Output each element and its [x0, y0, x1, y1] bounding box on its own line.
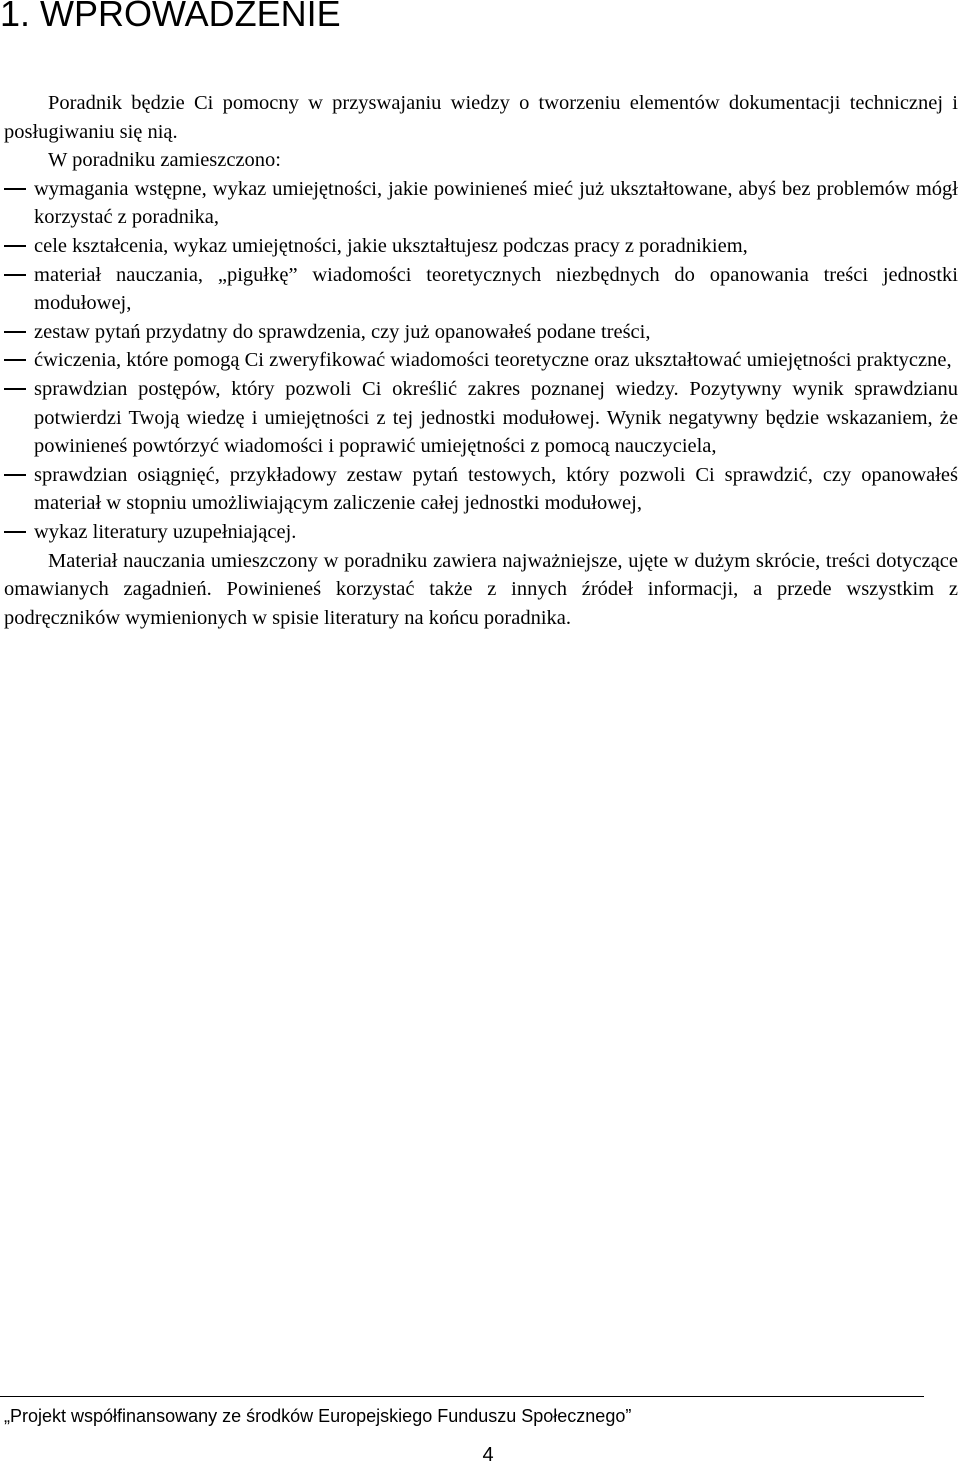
list-intro: W poradniku zamieszczono:	[48, 149, 282, 172]
footer-text: „Projekt współfinansowany ze środków Europejskiego Funduszu Społecznego”	[4, 1406, 632, 1426]
list-item	[4, 461, 958, 518]
list-item-text: wykaz literatury uzupełniającej.	[34, 520, 297, 543]
list-item-text: zestaw pytań przydatny do sprawdzenia, czy już opanowałeś podane treści,	[34, 320, 651, 343]
dash-bullet-icon	[4, 359, 26, 361]
dash-bullet-icon	[4, 245, 26, 247]
dash-bullet-icon	[4, 474, 26, 476]
list-item-text: wymagania wstępne, wykaz umiejętności, jakie powinieneś mieć już ukształtowane, abyś bez problemów mógł korzystać z poradnika,	[34, 177, 958, 229]
document-body	[4, 89, 958, 632]
closing-paragraph: Materiał nauczania umieszczony w poradniku zawiera najważniejsze, ujęte w dużym skrócie, treści dotyczące omawianych zagadnień. Powinieneś korzystać także z innych źródeł informacji, a przede wszystkim z podręczników wymienionych w spisie literatury na końcu poradnika.	[4, 549, 958, 629]
page-number: 4	[482, 1444, 494, 1466]
dash-bullet-icon	[4, 331, 26, 333]
list-item	[4, 518, 958, 547]
section-heading: 1. WPROWADZENIE	[0, 0, 341, 34]
list-item	[4, 175, 958, 232]
list-item	[4, 346, 958, 375]
list-item-text: sprawdzian osiągnięć, przykładowy zestaw pytań testowych, który pozwoli Ci sprawdzić, czy opanowałeś materiał w stopniu umożliwiającym zaliczenie całej jednostki modułowej,	[34, 463, 958, 515]
list-item-text: ćwiczenia, które pomogą Ci zweryfikować wiadomości teoretyczne oraz ukształtować umiejętności praktyczne,	[34, 349, 952, 372]
dash-bullet-icon	[4, 531, 26, 533]
dash-bullet-icon	[4, 274, 26, 276]
intro-paragraph: Poradnik będzie Ci pomocny w przyswajaniu wiedzy o tworzeniu elementów dokumentacji technicznej i posługiwaniu się nią.	[4, 92, 958, 143]
list-item	[4, 375, 958, 461]
list-item-text: cele kształcenia, wykaz umiejętności, jakie ukształtujesz podczas pracy z poradnikiem,	[34, 234, 748, 257]
dash-bullet-icon	[4, 188, 26, 190]
list-item-text: materiał nauczania, „pigułkę” wiadomości teoretycznych niezbędnych do opanowania treści jednostki modułowej,	[34, 263, 958, 315]
list-item-text: sprawdzian postępów, który pozwoli Ci określić zakres poznanej wiedzy. Pozytywny wynik sprawdzianu potwierdzi Twoją wiedzę i umiejętności z tej jednostki modułowej. Wynik negatywny będzie wskazaniem, że powinieneś powtórzyć wiadomości i poprawić umiejętności z pomocą nauczyciela,	[34, 377, 958, 458]
list-item	[4, 318, 958, 347]
contents-list	[4, 175, 958, 547]
list-item	[4, 232, 958, 261]
list-item	[4, 261, 958, 318]
footer-divider	[0, 1396, 924, 1397]
dash-bullet-icon	[4, 388, 26, 390]
